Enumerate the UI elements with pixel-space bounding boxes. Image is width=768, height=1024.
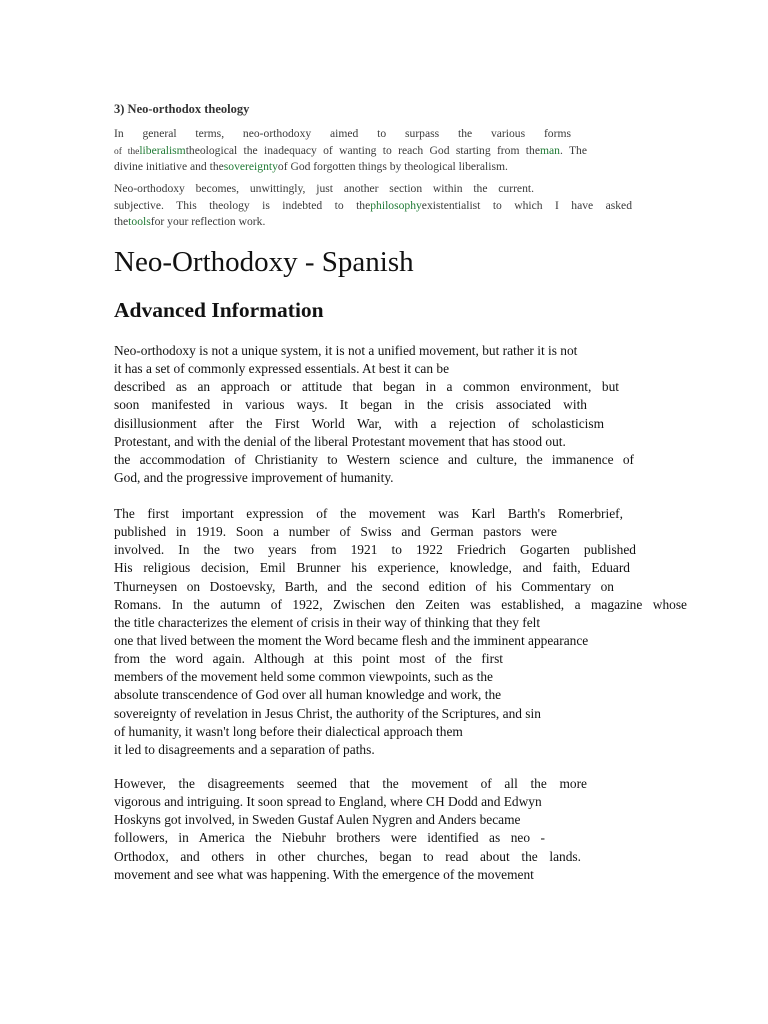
intro-paragraph-2 (114, 181, 632, 231)
intro-line-2-end: . The (559, 143, 587, 157)
body-line: Hoskyns got involved, in Sweden Gustaf Aulen Nygren and Anders became (114, 812, 521, 828)
body-line: the title characterizes the element of crisis in their way of thinking that they felt (114, 614, 541, 630)
body-line: the accommodation of Christianity to Western science and culture, the immanence of (114, 451, 634, 467)
intro2-line-3 (114, 214, 632, 231)
body-line: disillusionment after the First World War, with a rejection of scholasticism (114, 415, 604, 431)
body-line: Protestant, and with the denial of the liberal Protestant movement that has stood out. (114, 433, 566, 449)
intro-small-text: of the (114, 146, 140, 157)
intro2-line-2-start: subjective. This theology is indebted to the (114, 198, 371, 212)
body-line: However, the disagreements seemed that the movement of all the more (114, 776, 587, 791)
page-subtitle: Advanced Information (114, 298, 324, 322)
body-line: it has a set of commonly expressed essentials. At best it can be (114, 361, 450, 377)
intro2-line-1: Neo-orthodoxy becomes, unwittingly, just another section within the current. (114, 182, 534, 195)
body-line: The first important expression of the movement was Karl Barth's Romerbrief, (114, 506, 623, 521)
link-philosophy[interactable]: philosophy (370, 198, 422, 212)
body-line: members of the movement held some common viewpoints, such as the (114, 669, 493, 685)
body-line: from the word again. Although at this point most of the first (114, 651, 503, 667)
intro-line-3-start: divine initiative and the (114, 160, 224, 173)
link-liberalism[interactable]: liberalism (139, 143, 186, 157)
body-line: involved. In the two years from 1921 to 1922 Friedrich Gogarten published (114, 542, 636, 558)
body-line: God, and the progressive improvement of humanity. (114, 469, 394, 485)
intro-line-3 (114, 159, 571, 176)
link-sovereignty[interactable]: sovereignty (223, 160, 278, 173)
body-line: described as an approach or attitude that began in a common environment, but (114, 379, 619, 395)
body-line: one that lived between the moment the Word became flesh and the imminent appearance (114, 632, 589, 648)
body-line: of humanity, it wasn't long before their dialectical approach them (114, 723, 463, 739)
body-line: followers, in America the Niebuhr brothers were identified as neo - (114, 830, 545, 846)
body-line: absolute transcendence of God over all human knowledge and work, the (114, 687, 502, 703)
intro-line-3-end: of God forgotten things by theological liberalism. (277, 160, 508, 173)
body-paragraph-3 (114, 775, 594, 884)
body-line: Romans. In the autumn of 1922, Zwischen den Zeiten was established, a magazine whose (114, 596, 687, 612)
body-paragraph-1 (114, 342, 634, 487)
intro-line-1: In general terms, neo-orthodoxy aimed to surpass the various forms (114, 127, 571, 140)
body-line: Neo-orthodoxy is not a unique system, it is not a unified movement, but rather it is not (114, 343, 578, 358)
body-line: Thurneysen on Dostoevsky, Barth, and the second edition of his Commentary on (114, 578, 614, 594)
body-line: vigorous and intriguing. It soon spread to England, where CH Dodd and Edwyn (114, 794, 542, 810)
intro2-line-3-start: the (114, 215, 129, 228)
body-line: sovereignty of revelation in Jesus Christ, the authority of the Scriptures, and sin (114, 705, 541, 721)
page-title: Neo-Orthodoxy - Spanish (114, 246, 414, 278)
body-line: movement and see what was happening. With the emergence of the movement (114, 866, 534, 882)
body-line: published in 1919. Soon a number of Swiss and German pastors were (114, 524, 557, 540)
intro2-line-2 (114, 198, 632, 215)
body-line: soon manifested in various ways. It began in the crisis associated with (114, 397, 587, 413)
link-tools[interactable]: tools (128, 215, 151, 228)
body-line: it led to disagreements and a separation of paths. (114, 741, 375, 757)
intro2-line-3-end: for your reflection work. (150, 215, 266, 228)
intro-paragraph-1 (114, 126, 587, 176)
body-line: His religious decision, Emil Brunner his experience, knowledge, and faith, Eduard (114, 560, 630, 576)
intro-line-2 (114, 143, 587, 160)
link-man[interactable]: man (539, 143, 560, 157)
intro2-line-2-end: existentialist to which I have asked (421, 198, 633, 212)
section-heading: 3) Neo-orthodox theology (114, 102, 250, 116)
body-paragraph-2 (114, 505, 687, 759)
body-line: Orthodox, and others in other churches, began to read about the lands. (114, 848, 581, 864)
intro-line-2-mid: theological the inadequacy of wanting to reach God starting from the (185, 143, 540, 157)
